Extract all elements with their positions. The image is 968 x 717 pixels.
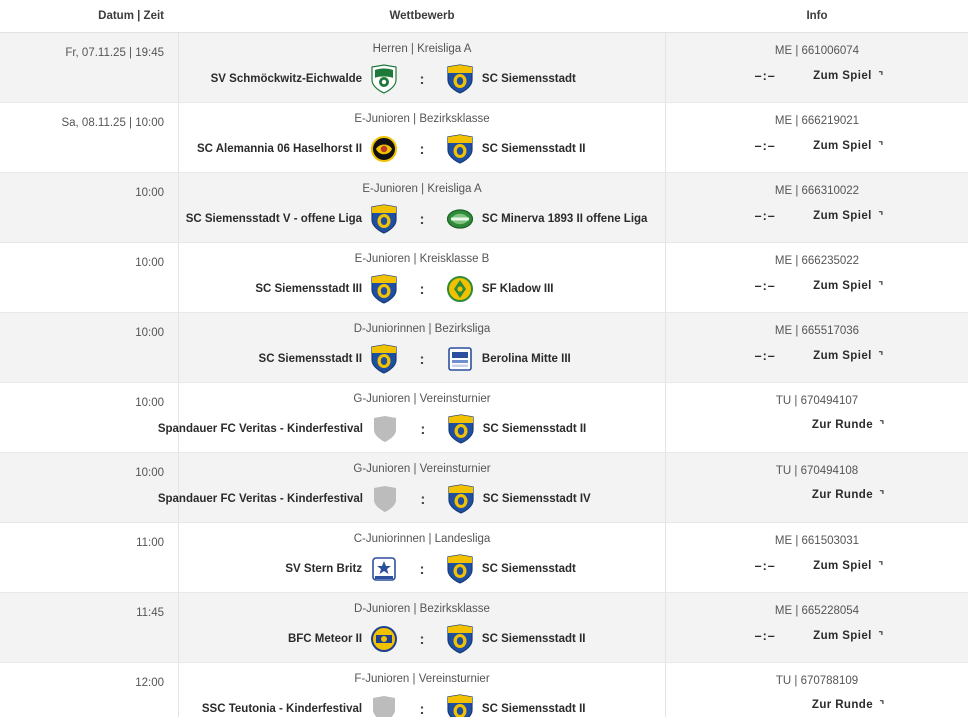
external-link-icon: ⌜ xyxy=(877,71,883,82)
away-team[interactable] xyxy=(440,274,665,304)
match-competition-cell xyxy=(178,593,666,662)
match-id: ME | 661006074 xyxy=(774,45,860,57)
match-score: –:– xyxy=(754,349,776,363)
home-team-name: SC Siemensstadt II xyxy=(258,353,363,365)
info-actions xyxy=(666,279,968,293)
away-team-name: SC Siemensstadt xyxy=(481,73,576,85)
match-competition-cell xyxy=(178,173,666,242)
match-detail-link-label: Zum Spiel xyxy=(813,210,872,222)
match-info-cell xyxy=(666,243,968,312)
away-team[interactable] xyxy=(441,414,665,444)
blue-yellow-shield-icon xyxy=(447,414,475,444)
away-team-name: SF Kladow III xyxy=(481,283,554,295)
competition-label: F-Junioren | Vereinsturnier xyxy=(354,673,490,685)
match-score: –:– xyxy=(754,139,776,153)
match-id: TU | 670788109 xyxy=(775,675,859,687)
external-link-icon: ⌜ xyxy=(877,281,883,292)
yellow-green-round-icon xyxy=(446,274,474,304)
match-competition-cell xyxy=(178,523,666,592)
match-id: ME | 666219021 xyxy=(774,115,860,127)
external-link-icon: ⌜ xyxy=(877,351,883,362)
home-team[interactable] xyxy=(179,134,404,164)
info-actions xyxy=(666,209,968,223)
home-team-name: SC Alemannia 06 Haselhorst II xyxy=(196,143,363,155)
away-team[interactable] xyxy=(440,64,665,94)
match-id: TU | 670494108 xyxy=(775,465,859,477)
match-info-cell xyxy=(666,313,968,382)
versus-separator: : xyxy=(419,70,425,88)
away-team-name: Berolina Mitte III xyxy=(481,353,571,365)
match-detail-link[interactable] xyxy=(813,280,883,292)
info-actions xyxy=(666,629,968,643)
match-info-cell xyxy=(666,453,968,522)
match-info-cell xyxy=(666,593,968,662)
table-row[interactable] xyxy=(0,173,968,243)
competition-label: D-Junioren | Bezirksklasse xyxy=(354,603,490,615)
match-detail-link[interactable] xyxy=(812,489,884,501)
match-competition-cell xyxy=(178,243,666,312)
versus-separator: : xyxy=(419,630,425,648)
match-detail-link-label: Zum Spiel xyxy=(813,350,872,362)
away-team[interactable] xyxy=(440,554,665,584)
match-detail-link-label: Zum Spiel xyxy=(813,70,872,82)
blue-yellow-shield-icon xyxy=(447,484,475,514)
match-detail-link-label: Zur Runde xyxy=(811,419,873,431)
home-team[interactable] xyxy=(179,694,404,717)
match-competition-cell xyxy=(178,103,666,172)
column-header-date: Datum | Zeit xyxy=(98,10,164,22)
white-blue-stern-icon xyxy=(370,554,398,584)
blue-yellow-shield-icon xyxy=(446,134,474,164)
teams xyxy=(179,131,665,167)
away-team[interactable] xyxy=(440,134,665,164)
match-datetime: 10:00 xyxy=(135,397,164,409)
table-row[interactable] xyxy=(0,663,968,717)
home-team-name: SC Siemensstadt V - offene Liga xyxy=(185,213,363,225)
fixture-rows xyxy=(0,33,968,717)
versus-separator: : xyxy=(419,700,425,717)
teams xyxy=(179,341,665,377)
competition-label: E-Junioren | Bezirksklasse xyxy=(354,113,490,125)
teams xyxy=(179,61,665,97)
table-row[interactable] xyxy=(0,523,968,593)
table-row[interactable] xyxy=(0,103,968,173)
blue-yellow-shield-icon xyxy=(446,694,474,717)
match-info-cell xyxy=(666,663,968,717)
match-datetime: 10:00 xyxy=(135,467,164,479)
match-info-cell xyxy=(666,173,968,242)
versus-separator: : xyxy=(419,560,425,578)
match-competition-cell xyxy=(157,383,666,452)
table-row[interactable] xyxy=(0,593,968,663)
home-team-name: SC Siemensstadt III xyxy=(255,283,363,295)
match-detail-link[interactable] xyxy=(812,419,884,431)
grey-placeholder-shield-icon xyxy=(370,694,398,717)
competition-label: G-Junioren | Vereinsturnier xyxy=(353,393,491,405)
home-team-name: SV Stern Britz xyxy=(285,563,363,575)
yellow-blue-round-icon xyxy=(370,624,398,654)
match-detail-link[interactable] xyxy=(813,630,883,642)
match-info-cell xyxy=(666,523,968,592)
external-link-icon: ⌜ xyxy=(879,700,885,711)
grey-placeholder-shield-icon xyxy=(371,484,399,514)
home-team[interactable] xyxy=(179,554,404,584)
info-actions xyxy=(666,559,968,573)
match-detail-link[interactable] xyxy=(813,350,883,362)
match-id: TU | 670494107 xyxy=(775,395,859,407)
versus-separator: : xyxy=(420,420,426,438)
match-score: –:– xyxy=(754,629,776,643)
match-id: ME | 666235022 xyxy=(774,255,860,267)
info-actions xyxy=(666,419,968,431)
away-team-name: SC Siemensstadt II xyxy=(481,703,586,715)
match-competition-cell xyxy=(178,663,666,717)
match-detail-link-label: Zur Runde xyxy=(811,489,873,501)
match-datetime: 10:00 xyxy=(135,327,164,339)
green-white-shield-icon xyxy=(370,64,398,94)
table-row[interactable] xyxy=(0,33,968,103)
home-team-name: SV Schmöckwitz-Eichwalde xyxy=(210,73,363,85)
external-link-icon: ⌜ xyxy=(879,490,885,501)
table-header xyxy=(0,0,968,33)
column-header-competition: Wettbewerb xyxy=(389,10,455,22)
match-detail-link-label: Zum Spiel xyxy=(813,140,872,152)
versus-separator: : xyxy=(419,140,425,158)
table-row[interactable] xyxy=(0,243,968,313)
match-datetime: Fr, 07.11.25 | 19:45 xyxy=(65,47,164,59)
away-team-name: SC Siemensstadt II xyxy=(482,423,587,435)
match-datetime: 11:45 xyxy=(136,607,164,619)
match-detail-link[interactable] xyxy=(813,210,883,222)
away-team-name: SC Siemensstadt II xyxy=(481,143,586,155)
external-link-icon: ⌜ xyxy=(877,561,883,572)
info-actions xyxy=(666,139,968,153)
table-row[interactable] xyxy=(0,453,968,523)
black-yellow-round-icon xyxy=(370,134,398,164)
home-team[interactable] xyxy=(179,204,404,234)
match-detail-link-label: Zum Spiel xyxy=(813,630,872,642)
match-info-cell xyxy=(666,33,968,102)
home-team[interactable] xyxy=(179,344,404,374)
competition-label: E-Junioren | Kreisklasse B xyxy=(354,253,490,265)
teams xyxy=(179,691,665,717)
match-datetime: 10:00 xyxy=(135,257,164,269)
external-link-icon: ⌜ xyxy=(877,631,883,642)
teams xyxy=(157,481,665,517)
competition-label: C-Juniorinnen | Landesliga xyxy=(353,533,491,545)
home-team[interactable] xyxy=(179,274,404,304)
home-team[interactable] xyxy=(157,484,405,514)
external-link-icon: ⌜ xyxy=(877,211,883,222)
competition-label: G-Junioren | Vereinsturnier xyxy=(353,463,491,475)
match-detail-link[interactable] xyxy=(813,560,883,572)
match-competition-cell xyxy=(178,313,666,382)
blue-yellow-shield-icon xyxy=(370,344,398,374)
match-id: ME | 665228054 xyxy=(774,605,860,617)
info-actions xyxy=(666,699,968,711)
teams xyxy=(179,621,665,657)
blue-yellow-shield-icon xyxy=(446,554,474,584)
match-id: ME | 665517036 xyxy=(774,325,860,337)
away-team-name: SC Siemensstadt xyxy=(481,563,576,575)
match-detail-link[interactable] xyxy=(812,699,884,711)
match-datetime: 11:00 xyxy=(136,537,164,549)
teams xyxy=(179,201,665,237)
match-detail-link-label: Zur Runde xyxy=(811,699,873,711)
grey-placeholder-shield-icon xyxy=(371,414,399,444)
match-competition-cell xyxy=(178,33,666,102)
match-score: –:– xyxy=(754,279,776,293)
info-actions xyxy=(666,69,968,83)
green-oval-icon xyxy=(446,204,474,234)
versus-separator: : xyxy=(420,490,426,508)
match-score: –:– xyxy=(754,559,776,573)
match-detail-link-label: Zum Spiel xyxy=(813,560,872,572)
away-team[interactable] xyxy=(440,204,665,234)
teams xyxy=(157,411,665,447)
away-team[interactable] xyxy=(440,624,665,654)
info-actions xyxy=(666,489,968,501)
home-team[interactable] xyxy=(179,624,404,654)
external-link-icon: ⌜ xyxy=(879,420,885,431)
blue-yellow-shield-icon xyxy=(446,624,474,654)
versus-separator: : xyxy=(419,350,425,368)
blue-yellow-shield-icon xyxy=(370,204,398,234)
home-team-name: BFC Meteor II xyxy=(287,633,363,645)
blue-yellow-shield-icon xyxy=(370,274,398,304)
competition-label: E-Junioren | Kreisliga A xyxy=(362,183,482,195)
away-team-name: SC Siemensstadt IV xyxy=(482,493,591,505)
teams xyxy=(179,551,665,587)
table-row[interactable] xyxy=(0,313,968,383)
away-team-name: SC Minerva 1893 II offene Liga xyxy=(481,213,648,225)
versus-separator: : xyxy=(419,280,425,298)
match-info-cell xyxy=(666,103,968,172)
match-score: –:– xyxy=(754,209,776,223)
home-team-name: SSC Teutonia - Kinderfestival xyxy=(201,703,363,715)
match-info-cell xyxy=(666,383,968,452)
home-team-name: Spandauer FC Veritas - Kinderfestival xyxy=(157,493,363,505)
away-team[interactable] xyxy=(440,344,665,374)
competition-label: Herren | Kreisliga A xyxy=(372,43,472,55)
match-score: –:– xyxy=(754,69,776,83)
competition-label: D-Juniorinnen | Bezirksliga xyxy=(353,323,491,335)
away-team[interactable] xyxy=(440,694,665,717)
match-detail-link[interactable] xyxy=(813,140,883,152)
blue-yellow-shield-icon xyxy=(446,64,474,94)
teams xyxy=(179,271,665,307)
match-detail-link[interactable] xyxy=(813,70,883,82)
home-team-name: Spandauer FC Veritas - Kinderfestival xyxy=(157,423,363,435)
info-actions xyxy=(666,349,968,363)
match-detail-link-label: Zum Spiel xyxy=(813,280,872,292)
column-header-info: Info xyxy=(806,10,828,22)
match-id: ME | 666310022 xyxy=(774,185,860,197)
away-team[interactable] xyxy=(441,484,665,514)
match-datetime: 10:00 xyxy=(135,187,164,199)
table-row[interactable] xyxy=(0,383,968,453)
match-datetime: 12:00 xyxy=(135,677,164,689)
versus-separator: : xyxy=(419,210,425,228)
white-blue-square-icon xyxy=(446,344,474,374)
match-competition-cell xyxy=(157,453,666,522)
away-team-name: SC Siemensstadt II xyxy=(481,633,586,645)
external-link-icon: ⌜ xyxy=(877,141,883,152)
home-team[interactable] xyxy=(179,64,404,94)
match-datetime: Sa, 08.11.25 | 10:00 xyxy=(61,117,164,129)
match-id: ME | 661503031 xyxy=(774,535,860,547)
home-team[interactable] xyxy=(157,414,405,444)
